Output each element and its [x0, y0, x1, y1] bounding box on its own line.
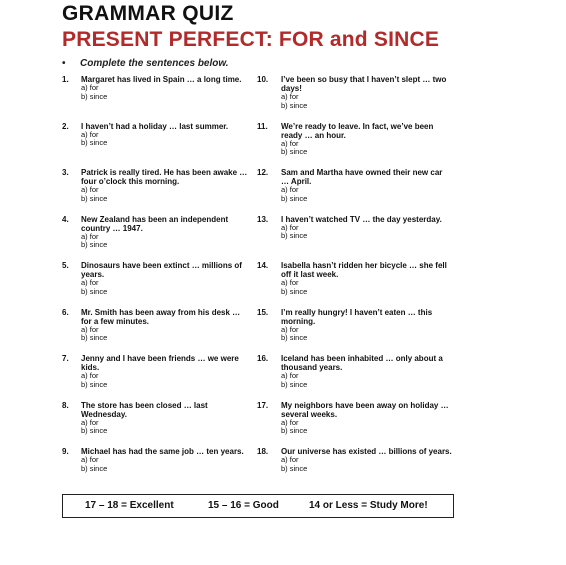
question-number: 2.: [62, 121, 69, 131]
option-b[interactable]: b) since: [281, 231, 308, 241]
question-number: 15.: [257, 307, 269, 317]
question-body: [81, 215, 252, 250]
question-stem: Margaret has lived in Spain … a long time.: [81, 75, 242, 84]
question-body: [281, 308, 452, 343]
question-stem: Patrick is really tired. He has been awake … four o’clock this morning.: [81, 168, 248, 187]
question-body: [81, 401, 252, 436]
question-number: 10.: [257, 75, 269, 84]
question-item: [257, 447, 452, 494]
option-a[interactable]: a) for: [281, 371, 299, 381]
question-item: [62, 75, 252, 122]
question-body: [81, 308, 252, 343]
question-item: [257, 75, 452, 122]
option-b[interactable]: b) since: [81, 138, 108, 148]
option-a[interactable]: a) for: [81, 417, 99, 427]
question-item: [62, 354, 252, 401]
option-b[interactable]: b) since: [81, 193, 108, 203]
option-b[interactable]: b) since: [81, 240, 108, 250]
option-b[interactable]: b) since: [81, 91, 108, 101]
questions-left-column: [62, 75, 252, 494]
option-b[interactable]: b) since: [281, 333, 308, 343]
question-number: 13.: [257, 214, 269, 224]
question-stem: Jenny and I have been friends … we were kids.: [81, 354, 239, 373]
option-b[interactable]: b) since: [281, 286, 308, 296]
question-stem: Mr. Smith has been away from his desk … for a few minutes.: [81, 307, 241, 326]
option-b[interactable]: b) since: [81, 463, 108, 473]
question-stem: Iceland has been inhabited … only about a thousand years.: [281, 354, 443, 373]
score-good: 15 – 16 = Good: [208, 500, 279, 511]
option-a[interactable]: a) for: [281, 185, 299, 195]
question-body: [281, 168, 452, 203]
option-a[interactable]: a) for: [81, 278, 99, 288]
question-stem: Dinosaurs have been extinct … millions of years.: [81, 261, 242, 280]
bullet-icon: •: [62, 58, 66, 69]
option-a[interactable]: a) for: [281, 222, 299, 232]
instructions-text: Complete the sentences below.: [80, 58, 229, 69]
option-a[interactable]: a) for: [281, 138, 299, 148]
question-body: [281, 122, 452, 157]
option-a[interactable]: a) for: [81, 83, 99, 93]
question-number: 7.: [62, 354, 69, 363]
question-number: 8.: [62, 400, 69, 410]
question-item: [257, 215, 452, 262]
question-number: 17.: [257, 400, 269, 410]
question-body: [281, 447, 452, 473]
question-number: 18.: [257, 447, 269, 456]
question-item: [62, 308, 252, 355]
question-stem: Michael has had the same job … ten years.: [81, 447, 244, 456]
question-number: 9.: [62, 447, 69, 456]
question-number: 14.: [257, 261, 269, 270]
question-item: [257, 354, 452, 401]
option-b[interactable]: b) since: [281, 426, 308, 436]
question-body: [81, 122, 252, 148]
option-a[interactable]: a) for: [81, 324, 99, 334]
question-number: 12.: [257, 168, 269, 177]
question-number: 1.: [62, 75, 69, 84]
question-stem: Our universe has existed … billions of years.: [281, 447, 452, 456]
question-item: [257, 261, 452, 308]
question-item: [62, 215, 252, 262]
option-b[interactable]: b) since: [281, 100, 308, 110]
option-a[interactable]: a) for: [81, 185, 99, 195]
question-number: 4.: [62, 214, 69, 224]
question-number: 6.: [62, 307, 69, 317]
question-item: [257, 401, 452, 448]
question-stem: My neighbors have been away on holiday … several weeks.: [281, 400, 449, 419]
option-b[interactable]: b) since: [281, 379, 308, 389]
question-stem: Sam and Martha have owned their new car … April.: [281, 168, 443, 187]
question-body: [81, 447, 252, 473]
question-stem: I haven’t had a holiday … last summer.: [81, 121, 229, 131]
question-item: [257, 168, 452, 215]
question-item: [257, 308, 452, 355]
question-item: [257, 122, 452, 169]
option-a[interactable]: a) for: [281, 324, 299, 334]
question-number: 16.: [257, 354, 269, 363]
questions-right-column: [257, 75, 452, 494]
question-number: 11.: [257, 121, 268, 131]
question-body: [281, 401, 452, 436]
scoring-box: [62, 494, 454, 518]
question-item: [62, 401, 252, 448]
question-item: [62, 122, 252, 169]
option-a[interactable]: a) for: [81, 231, 99, 241]
question-number: 3.: [62, 168, 69, 177]
question-item: [62, 261, 252, 308]
question-number: 5.: [62, 261, 69, 270]
question-stem: We’re ready to leave. In fact, we’ve been ready … an hour.: [281, 121, 434, 140]
question-item: [62, 168, 252, 215]
quiz-subtitle: PRESENT PERFECT: FOR and SINCE: [62, 28, 440, 51]
question-stem: The store has been closed … last Wednesday.: [81, 400, 208, 419]
option-b[interactable]: b) since: [281, 147, 308, 157]
question-stem: I’m really hungry! I haven’t eaten … this morning.: [281, 307, 433, 326]
option-a[interactable]: a) for: [81, 455, 99, 465]
score-study-more: 14 or Less = Study More!: [309, 500, 428, 511]
quiz-title: GRAMMAR QUIZ: [62, 2, 234, 25]
question-body: [281, 75, 452, 110]
option-a[interactable]: a) for: [81, 129, 99, 139]
question-body: [281, 215, 452, 241]
question-body: [281, 261, 452, 296]
option-a[interactable]: a) for: [281, 278, 299, 288]
question-stem: Isabella hasn’t ridden her bicycle … she fell off it last week.: [281, 261, 447, 280]
option-a[interactable]: a) for: [281, 92, 299, 102]
question-body: [81, 354, 252, 389]
option-b[interactable]: b) since: [281, 193, 308, 203]
question-body: [81, 75, 252, 101]
option-a[interactable]: a) for: [81, 371, 99, 381]
option-b[interactable]: b) since: [81, 379, 108, 389]
option-b[interactable]: b) since: [81, 333, 108, 343]
instructions: [62, 58, 229, 69]
option-b[interactable]: b) since: [81, 286, 108, 296]
question-stem: New Zealand has been an independent country … 1947.: [81, 214, 229, 233]
option-b[interactable]: b) since: [81, 426, 108, 436]
option-b[interactable]: b) since: [281, 463, 308, 473]
question-stem: I haven’t watched TV … the day yesterday.: [281, 214, 442, 224]
question-item: [62, 447, 252, 494]
question-body: [281, 354, 452, 389]
question-body: [81, 168, 252, 203]
question-stem: I’ve been so busy that I haven’t slept … two days!: [281, 75, 447, 94]
option-a[interactable]: a) for: [281, 417, 299, 427]
score-excellent: 17 – 18 = Excellent: [85, 500, 174, 511]
option-a[interactable]: a) for: [281, 455, 299, 465]
question-body: [81, 261, 252, 296]
